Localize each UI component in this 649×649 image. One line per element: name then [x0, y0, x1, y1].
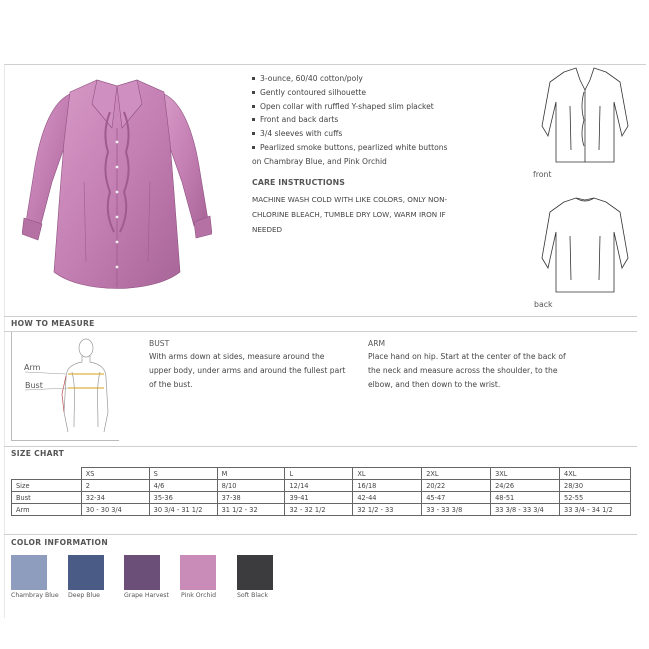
row-label: Arm	[12, 504, 82, 516]
care-instructions-text: MACHINE WASH COLD WITH LIKE COLORS, ONLY NON- CHLORINE BLEACH, TUMBLE DRY LOW, WARM IRON IF NEEDED	[252, 195, 448, 234]
table-cell: 48-51	[491, 492, 560, 504]
table-cell: 28/30	[560, 480, 631, 492]
front-label: front	[533, 170, 552, 179]
table-cell: 2	[81, 480, 149, 492]
feature-item: Gently contoured silhouette	[252, 86, 502, 100]
table-cell: 37-38	[217, 492, 285, 504]
divider	[4, 316, 637, 317]
figure-label-arm: Arm	[24, 363, 41, 372]
feature-item: Open collar with ruffled Y-shaped slim placket	[252, 100, 502, 114]
table-cell: 45-47	[422, 492, 491, 504]
table-cell: 12/14	[285, 480, 353, 492]
feature-item: Front and back darts	[252, 113, 502, 127]
size-header-cell: M	[217, 468, 285, 480]
feature-item: 3/4 sleeves with cuffs	[252, 127, 502, 141]
arm-title: ARM	[368, 339, 386, 348]
row-label: Bust	[12, 492, 82, 504]
table-cell: 30 3/4 - 31 1/2	[149, 504, 217, 516]
table-cell: 30 - 30 3/4	[81, 504, 149, 516]
arm-text: Place hand on hip. Start at the center of the back of the neck and measure across the shoulder, to the elbow, and then down to the wrist.	[368, 352, 566, 390]
table-cell: 35-36	[149, 492, 217, 504]
size-header-row	[12, 468, 631, 480]
table-cell: 32 1/2 - 33	[353, 504, 422, 516]
table-cell: 31 1/2 - 32	[217, 504, 285, 516]
figure-label-bust: Bust	[25, 381, 43, 390]
flat-sketch-front	[540, 66, 630, 170]
color-label: Deep Blue	[68, 592, 100, 599]
table-cell: 52-55	[560, 492, 631, 504]
size-header-cell: XL	[353, 468, 422, 480]
color-swatch[interactable]	[11, 555, 47, 590]
table-row	[12, 480, 631, 492]
product-photo	[22, 72, 212, 304]
color-label: Chambray Blue	[11, 592, 59, 599]
feature-item: 3-ounce, 60/40 cotton/poly	[252, 72, 502, 86]
table-cell: 39-41	[285, 492, 353, 504]
table-cell: 32-34	[81, 492, 149, 504]
size-chart-title: SIZE CHART	[11, 449, 65, 458]
color-label: Soft Black	[237, 592, 268, 599]
divider	[4, 446, 637, 447]
table-cell: 33 3/4 - 34 1/2	[560, 504, 631, 516]
color-swatch[interactable]	[124, 555, 160, 590]
feature-item: Pearlized smoke buttons, pearlized white buttons	[252, 141, 502, 155]
table-cell: 4/6	[149, 480, 217, 492]
color-information-title: COLOR INFORMATION	[11, 538, 108, 547]
feature-list	[252, 72, 502, 169]
how-to-measure-title: HOW TO MEASURE	[11, 319, 95, 328]
size-header-cell: 2XL	[422, 468, 491, 480]
row-label: Size	[12, 480, 82, 492]
table-cell: 16/18	[353, 480, 422, 492]
care-instructions-title: CARE INSTRUCTIONS	[252, 178, 345, 187]
back-label: back	[534, 300, 553, 309]
feature-continuation: on Chambray Blue, and Pink Orchid	[252, 156, 387, 166]
color-swatch[interactable]	[237, 555, 273, 590]
table-row	[12, 504, 631, 516]
size-chart-table	[11, 467, 631, 516]
color-swatch[interactable]	[180, 555, 216, 590]
size-header-cell: 3XL	[491, 468, 560, 480]
flat-sketch-back	[540, 194, 630, 298]
table-row	[12, 492, 631, 504]
table-cell: 8/10	[217, 480, 285, 492]
divider	[4, 534, 637, 535]
table-cell: 24/26	[491, 480, 560, 492]
color-swatch[interactable]	[68, 555, 104, 590]
size-header-cell: L	[285, 468, 353, 480]
table-cell: 32 - 32 1/2	[285, 504, 353, 516]
bust-text: With arms down at sides, measure around the upper body, under arms and around the fullest part of the bust.	[149, 352, 346, 390]
table-cell: 33 3/8 - 33 3/4	[491, 504, 560, 516]
size-header-cell: 4XL	[560, 468, 631, 480]
size-header-cell: S	[149, 468, 217, 480]
color-label: Grape Harvest	[124, 592, 169, 599]
table-cell: 20/22	[422, 480, 491, 492]
bust-title: BUST	[149, 339, 170, 348]
table-cell: 42-44	[353, 492, 422, 504]
size-header-cell: XS	[81, 468, 149, 480]
color-label: Pink Orchid	[181, 592, 217, 599]
table-cell: 33 - 33 3/8	[422, 504, 491, 516]
